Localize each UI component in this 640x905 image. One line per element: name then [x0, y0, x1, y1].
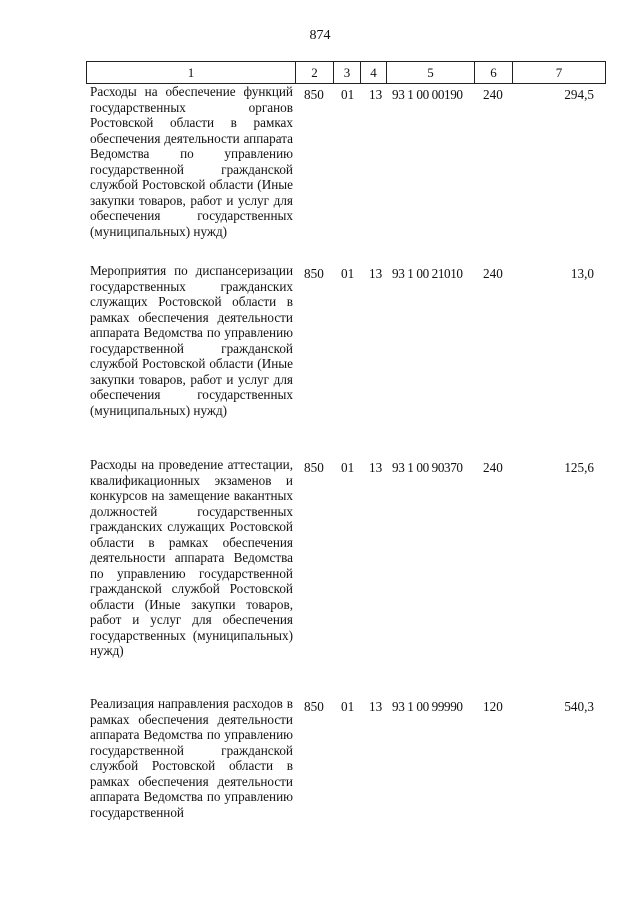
row-section-code: 01: [341, 87, 355, 102]
row-amount: 540,3: [564, 699, 594, 714]
row-expense-type: 120: [483, 699, 503, 714]
row-name: Расходы на проведение аттестации, квалификационных экзаменов и конкурсов на замещение вакантных должностей государственных гражданских служащих Ростовской области в рамках обеспечения деятельности аппарата Ведомства по управлению государственной гражданской службой Ростовской области (Иные закупки товаров, работ и услуг для обеспечения государственных (муниципальных) нужд): [90, 457, 293, 658]
row-section-code: 01: [341, 699, 355, 714]
row-expense-type: 240: [483, 460, 503, 475]
row-amount: 294,5: [564, 87, 594, 102]
table-row: [86, 263, 600, 457]
table-row: [86, 84, 600, 263]
header-col-7: 7: [513, 62, 606, 84]
header-col-3: 3: [334, 62, 361, 84]
row-target-code: 93 1 00 99990: [392, 699, 463, 714]
row-ministry-code: 850: [304, 87, 324, 102]
row-name: Мероприятия по диспансеризации государственных гражданских служащих Ростовской области в рамках обеспечения деятельности аппарата Ведомства по управлению государственной гражданской службой Ростовской области (Иные закупки товаров, работ и услуг для обеспечения государственных (муниципальных) нужд): [90, 263, 293, 418]
header-col-6: 6: [475, 62, 513, 84]
header-col-1: 1: [87, 62, 296, 84]
header-col-2: 2: [296, 62, 334, 84]
row-amount: 125,6: [564, 460, 594, 475]
row-section-code: 01: [341, 266, 355, 281]
row-ministry-code: 850: [304, 699, 324, 714]
row-name: Расходы на обеспечение функций государственных органов Ростовской области в рамках обеспечения деятельности аппарата Ведомства по управлению государственной гражданской службой Ростовской области (Иные закупки товаров, работ и услуг для обеспечения государственных (муниципальных) нужд): [90, 84, 293, 239]
column-header-table: [86, 61, 606, 84]
row-name: Реализация направления расходов в рамках обеспечения деятельности аппарата Ведомства по управлению государственной гражданской службой Ростовской области в рамках обеспечения деятельности аппарата Ведомства по управлению государственной: [90, 696, 293, 820]
table-row: [86, 696, 600, 820]
header-col-5: 5: [387, 62, 475, 84]
page-number: 874: [309, 28, 331, 43]
row-ministry-code: 850: [304, 460, 324, 475]
row-target-code: 93 1 00 00190: [392, 87, 463, 102]
row-subsection-code: 13: [369, 266, 383, 281]
row-subsection-code: 13: [369, 699, 383, 714]
table-body: [86, 84, 600, 820]
row-ministry-code: 850: [304, 266, 324, 281]
row-target-code: 93 1 00 21010: [392, 266, 463, 281]
row-expense-type: 240: [483, 87, 503, 102]
row-section-code: 01: [341, 460, 355, 475]
row-subsection-code: 13: [369, 460, 383, 475]
header-col-4: 4: [361, 62, 387, 84]
table-row: [86, 457, 600, 696]
row-amount: 13,0: [570, 266, 594, 281]
row-target-code: 93 1 00 90370: [392, 460, 463, 475]
header-row: [87, 62, 606, 84]
row-expense-type: 240: [483, 266, 503, 281]
row-subsection-code: 13: [369, 87, 383, 102]
